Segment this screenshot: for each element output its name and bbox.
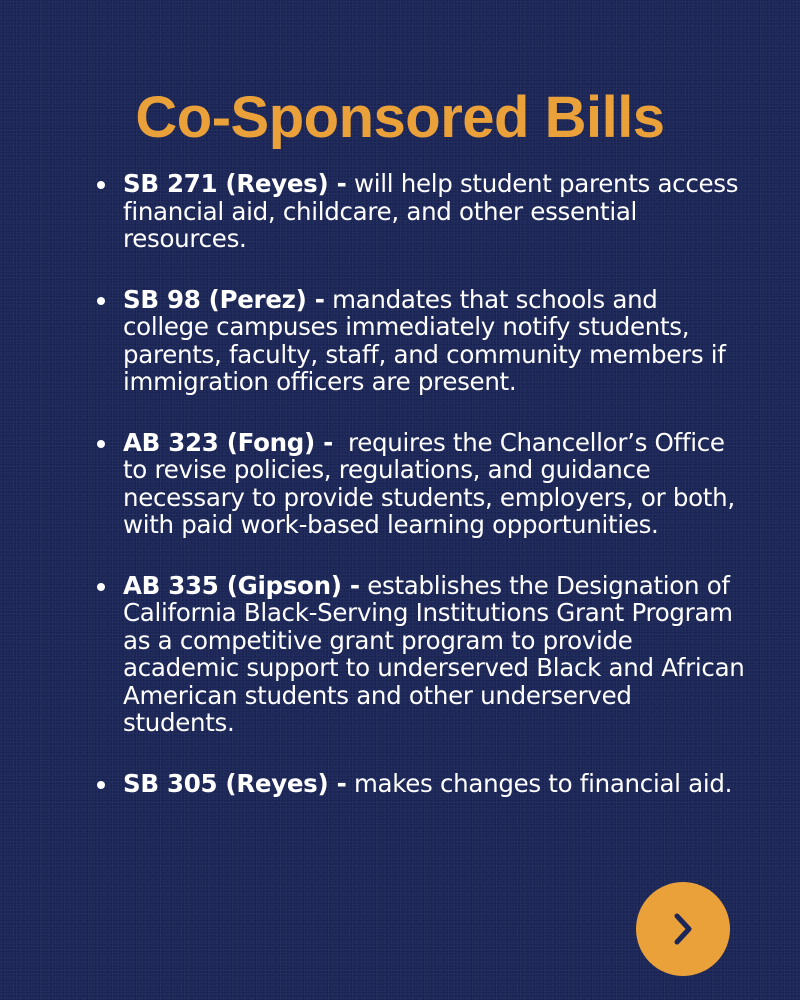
bill-id: AB 323 (Fong) - [123,427,333,457]
page-title: Co-Sponsored Bills [135,85,665,150]
bill-id: SB 98 (Perez) - [123,284,325,314]
bill-id: AB 335 (Gipson) - [123,570,360,600]
bill-description: establishes the Designation of California Black-Serving Institutions Grant Program as a competitive grant program to provide academic support to underserved Black and African American students and other underserved students. [123,570,745,737]
chevron-right-icon [668,910,698,948]
bill-item [95,170,745,253]
next-button[interactable] [636,882,730,976]
bill-description: will help student parents access financial aid, childcare, and other essential resources. [123,169,739,253]
bill-item [95,770,745,798]
bill-item [95,429,745,539]
bill-item [95,286,745,396]
bill-item [95,572,745,737]
bill-description: mandates that schools and college campuses immediately notify students, parents, faculty, staff, and community members if immigration officers are present. [123,284,726,396]
bill-id: SB 271 (Reyes) - [123,169,347,198]
bill-list [95,170,745,830]
bill-description: requires the Chancellor’s Office to revise policies, regulations, and guidance necessary to provide students, employers, or both, with paid work-based learning opportunities. [123,427,743,539]
bill-description: makes changes to financial aid. [353,768,733,798]
bill-id: SB 305 (Reyes) - [123,768,347,798]
